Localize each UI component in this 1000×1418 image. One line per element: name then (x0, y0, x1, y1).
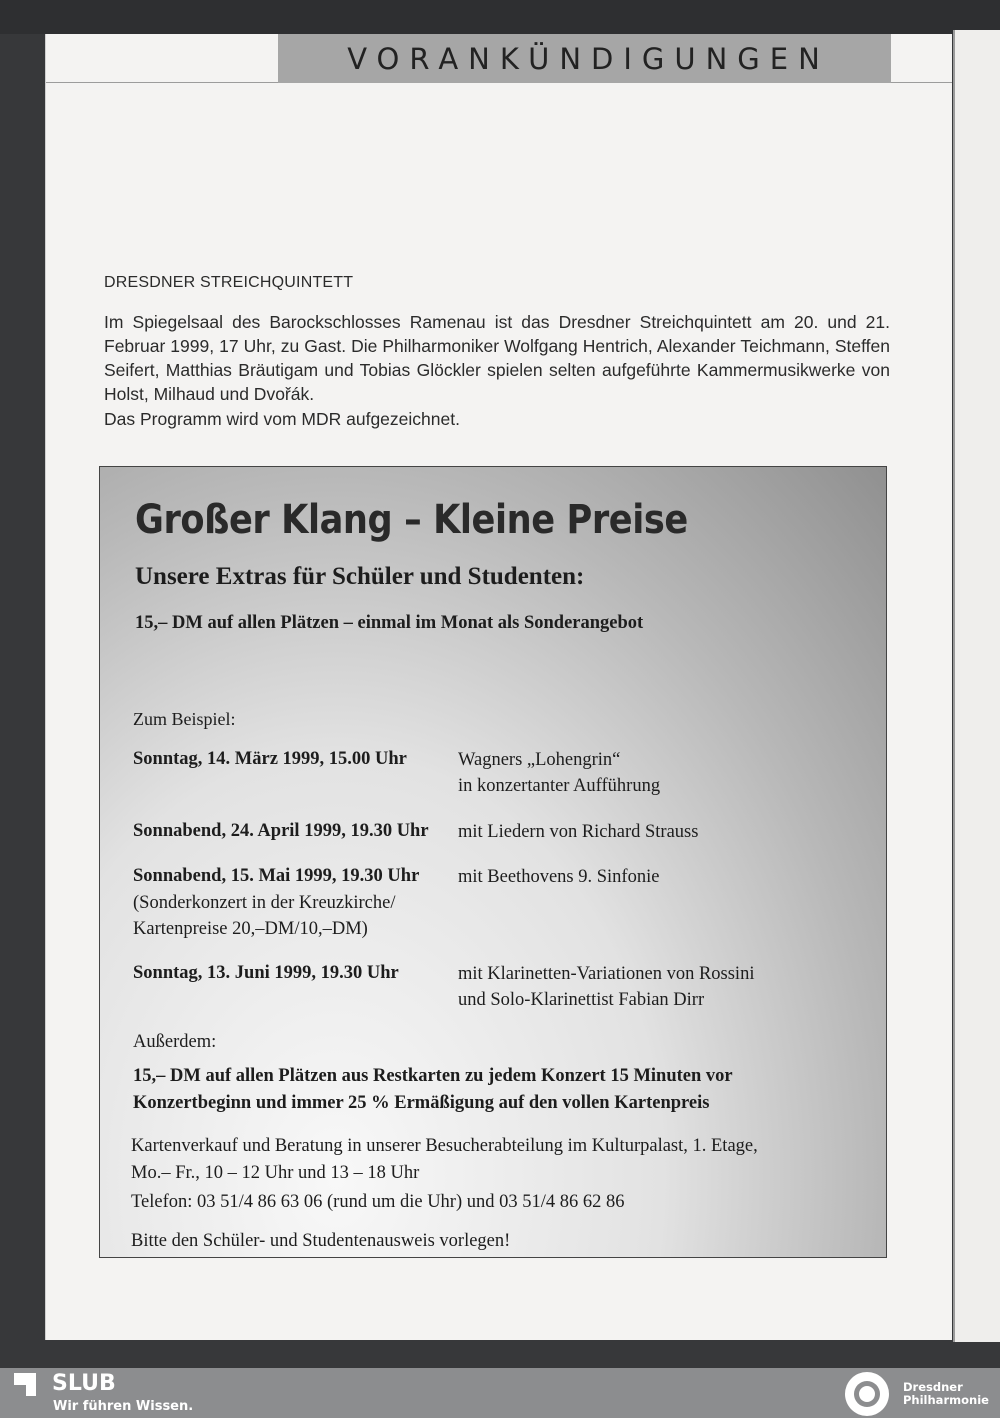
event-description (458, 819, 698, 845)
promo-title: Großer Klang – Kleine Preise (135, 497, 688, 543)
quintet-text: Im Spiegelsaal des Barockschlosses Ramenau ist das Dresdner Streichquintett am 20. und 21. Februar 1999, 17 Uhr, zu Gast. Die Philharmoniker Wolfgang Hentrich, Alexander Teichmann, Steffen Seifert, Matthias Bräutigam und Tobias Glöckler spielen selten aufgeführte Kammermusikwerke von Holst, Milhaud und Dvořák. (104, 312, 890, 404)
event-description-line: und Solo-Klarinettist Fabian Dirr (458, 990, 705, 1010)
section-header (278, 34, 891, 83)
promo-offer: 15,– DM auf allen Plätzen – einmal im Monat als Sonderangebot (135, 613, 644, 633)
event-description-line: in konzertanter Aufführung (458, 776, 661, 796)
event-description (458, 747, 660, 799)
event-description-line: mit Klarinetten-Variationen von Rossini (458, 964, 755, 984)
philharmonie-logo-icon (845, 1372, 889, 1416)
example-label: Zum Beispiel: (133, 709, 236, 729)
event-note-line: Kartenpreise 20,–DM/10,–DM) (133, 919, 368, 939)
quintet-title: DRESDNER STREICHQUINTETT (104, 274, 354, 291)
contact-line: Kartenverkauf und Beratung in unserer Besucherabteilung im Kulturpalast, 1. Etage, (131, 1136, 758, 1156)
event-description (458, 961, 754, 1013)
event-note-line: (Sonderkonzert in der Kreuzkirche/ (133, 893, 396, 913)
partner-name-line: Philharmonie (903, 1393, 989, 1407)
promo-box (99, 466, 887, 1258)
id-reminder: Bitte den Schüler- und Studentenausweis vorlegen! (131, 1231, 511, 1251)
event-description-line: mit Liedern von Richard Strauss (458, 822, 699, 842)
section-header-title: VORANKÜNDIGUNGEN (347, 41, 830, 76)
extra-text: 15,– DM auf allen Plätzen aus Restkarten zu jedem Konzert 15 Minuten vor Konzertbeginn und immer 25 % Ermäßigung auf den vollen Kartenpreis (133, 1066, 733, 1113)
event-note (133, 890, 396, 942)
scan-background (0, 0, 1000, 34)
footer-bar (0, 1368, 1000, 1418)
slub-logo-icon (14, 1373, 36, 1396)
library-slogan: Wir führen Wissen. (53, 1399, 194, 1414)
contact-hours: Mo.– Fr., 10 – 12 Uhr und 13 – 18 Uhr (131, 1163, 420, 1183)
facing-page-edge (953, 30, 1000, 1342)
event-date: Sonntag, 13. Juni 1999, 19.30 Uhr (133, 963, 399, 983)
partner-name-line: Dresdner (903, 1380, 963, 1394)
partner-name (903, 1381, 995, 1407)
library-name: SLUB (52, 1371, 116, 1396)
document-page (45, 34, 952, 1340)
event-description-line: mit Beethovens 9. Sinfonie (458, 867, 660, 887)
contact-phone: Telefon: 03 51/4 86 63 06 (rund um die Uhr) und 03 51/4 86 62 86 (131, 1192, 625, 1212)
event-date: Sonntag, 14. März 1999, 15.00 Uhr (133, 749, 407, 769)
extra-label: Außerdem: (133, 1032, 217, 1052)
event-date: Sonnabend, 24. April 1999, 19.30 Uhr (133, 821, 429, 841)
event-date: Sonnabend, 15. Mai 1999, 19.30 Uhr (133, 866, 420, 886)
quintet-note: Das Programm wird vom MDR aufgezeichnet. (104, 409, 460, 429)
promo-subtitle: Unsere Extras für Schüler und Studenten: (135, 563, 585, 590)
event-description-line: Wagners „Lohengrin“ (458, 750, 621, 770)
event-description (458, 864, 659, 890)
